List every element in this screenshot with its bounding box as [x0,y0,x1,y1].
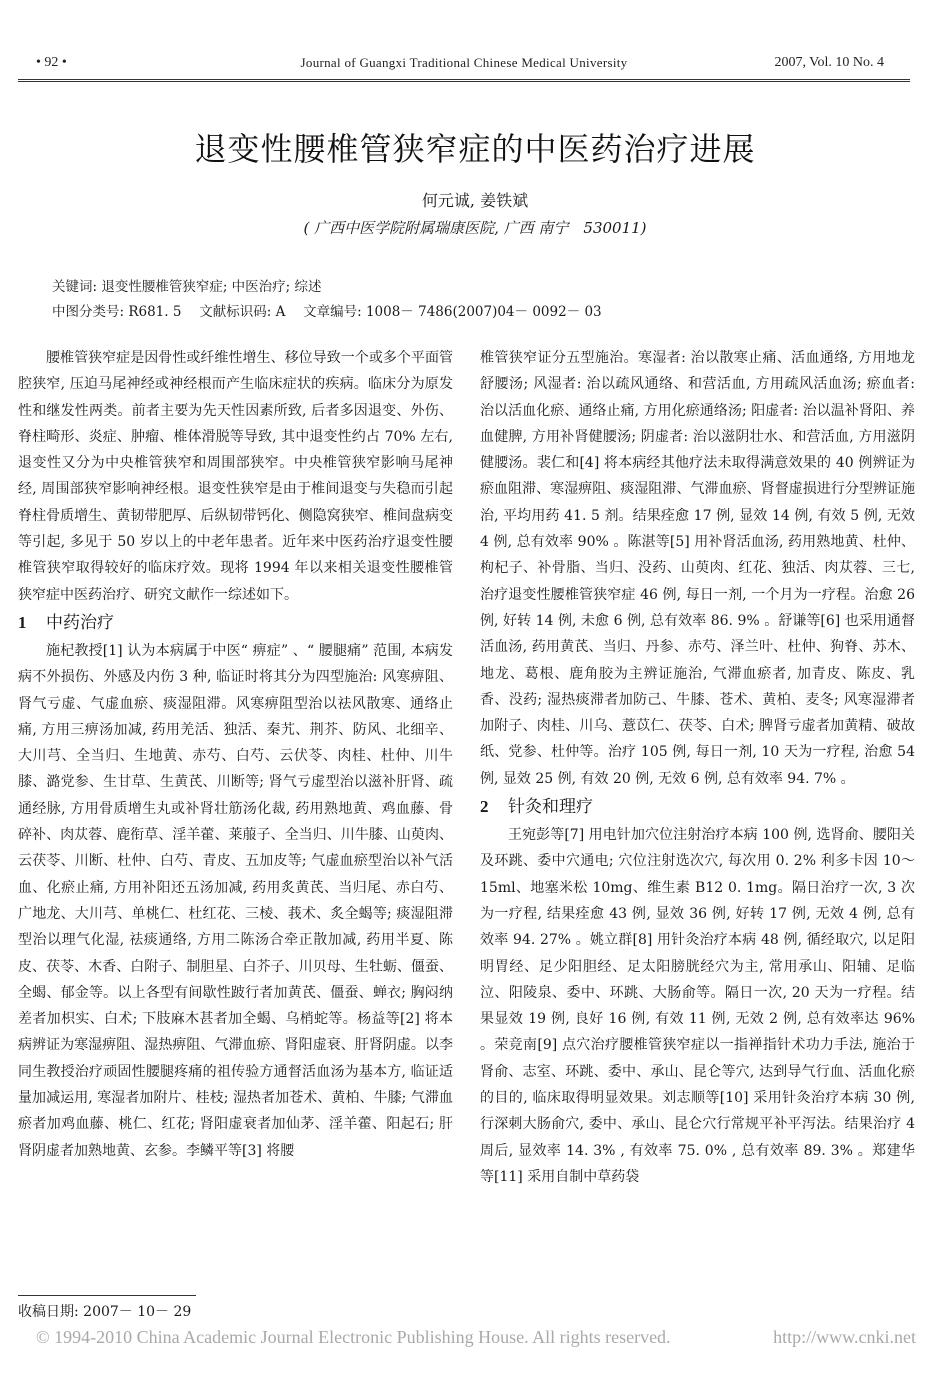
volume-info: 2007, Vol. 10 No. 4 [774,55,884,70]
section-number: 1 [18,612,27,632]
copyright-footer [36,1327,916,1348]
journal-name: Journal of Guangxi Traditional Chinese Medical University [300,55,628,70]
intro-paragraph: 腰椎管狭窄症是因骨性或纤维性增生、移位导致一个或多个平面管腔狭窄, 压迫马尾神经或神经根而产生临床症状的疾病。临床分为原发性和继发性两类。前者主要为先天性因素所致, 后者多因退变、外伤、脊柱畸形、炎症、肿瘤、椎体滑脱等导致, 其中退变性约占 70% 左右, 退变性又分为中央椎管狭窄和周围部狭窄。中央椎管狭窄影响马尾神经, 周围部狭窄影响神经根。退变性狭窄是由于椎间退变与失稳而引起脊柱骨质增生、黄韧带肥厚、后纵韧带钙化、侧隐窝狭窄、椎间盘病变等引起, 多见于 50 岁以上的中老年患者。近年来中医药治疗退变性腰椎管狭窄取得较好的临床疗效。现将 1994 年以来相关退变性腰椎管狭窄症中医药治疗、研究文献作一综述如下。 [18,350,453,603]
continued-paragraph: 椎管狭窄证分五型施治。寒湿者: 治以散寒止痛、活血通络, 方用地龙舒腰汤; 风湿者: 治以疏风通络、和营活血, 方用疏风活血汤; 瘀血者: 治以活血化瘀、通络止痛, 方用化瘀通络汤; 阳虚者: 治以温补肾阳、养血健脾, 方用补肾健腰汤; 阴虚者: 治以滋阴壮水、和营活血, 方用滋阴健腰汤。裴仁和[4] 将本病经其他疗法未取得满意效果的 40 例辨证为瘀血阻滞、寒湿痹阻、痰湿阻滞、气滞血瘀、肾督虚损进行分型辨证施治, 平均用药 41. 5 剂。结果痊愈 17 例, 显效 14 例, 有效 5 例, 无效 4 例, 总有效率 90% 。陈湛等[5] 用补肾活血汤, 药用熟地黄、杜仲、枸杞子、补骨脂、当归、没药、山萸肉、红花、独活、肉苁蓉、三七, 治疗退变性腰椎管狭窄症 46 例, 每日一剂, 一个月为一疗程。治愈 26 例, 好转 14 例, 未愈 6 例, 总有效率 86. 9% 。舒谦等[6] 也采用通督活血汤, 药用黄芪、当归、丹参、赤芍、泽兰叶、杜仲、狗脊、苏木、地龙、葛根、鹿角胶为主辨证施治, 气滞血瘀者, 加青皮、陈皮、乳香、没药; 湿热痰滞者加防己、牛膝、苍术、黄柏、麦冬; 风寒湿滞者加附子、肉桂、川乌、薏苡仁、茯苓、白术; 脾肾亏虚者加黄精、破故纸、党参、杜仲等。治疗 105 例, 每日一剂, 10 天为一疗程, 治愈 54 例, 显效 25 例, 有效 20 例, 无效 6 例, 总有效率 94. 7% 。 [480,350,915,787]
section-title: 中药治疗 [46,612,114,633]
author-list: 何元诚, 姜铁斌 [421,191,529,210]
right-column [480,345,915,1190]
affiliation: ( 广西中医学院附属瑞康医院, 广西 南宁 530011) [303,219,647,237]
section1-paragraph: 施杞教授[1] 认为本病属于中医“ 痹症” 、“ 腰腿痛” 范围, 本病发病不外损伤、外感及内伤 3 种, 临证时将其分为四型施治: 风寒痹阻、肾气亏虚、气虚血瘀、痰湿阻滞。风寒痹阻型治以祛风散寒、通络止痛, 方用三痹汤加减, 药用羌活、独活、秦艽、荆芥、防风、北细辛、大川芎、全当归、生地黄、赤芍、白芍、云伏苓、肉桂、杜仲、川牛膝、潞党参、生甘草、生黄芪、川断等; 肾气亏虚型治以滋补肝肾、疏通经脉, 方用骨质增生丸或补肾壮筋汤化裁, 药用熟地黄、鸡血藤、骨碎补、肉苁蓉、鹿衔草、淫羊藿、莱菔子、全当归、川牛膝、山萸肉、云茯苓、川断、杜仲、白芍、青皮、五加皮等; 气虚血瘀型治以补气活血、化瘀止痛, 方用补阳还五汤加减, 药用炙黄芪、当归尾、赤白芍、广地龙、大川芎、单桃仁、杜红花、三棱、莪术、炙全蝎等; 痰湿阻滞型治以理气化湿, 祛痰通络, 方用二陈汤合牵正散加减, 药用半夏、陈皮、茯苓、木香、白附子、制胆星、白芥子、川贝母、生牡蛎、僵蚕、全蝎、郁金等。以上各型有间歇性跛行者加黄芪、僵蚕、蝉衣; 胸闷纳差者加枳实、白术; 下肢麻木甚者加全蝎、乌梢蛇等。杨益等[2] 将本病辨证为寒湿痹阻、湿热痹阻、气滞血瘀、肾阳虚衰、肝肾阴虚。以李同生教授治疗顽固性腰腿疼痛的祖传验方通督活血汤为基本方, 临证适量加减运用, 寒湿者加附片、桂枝; 湿热者加苍术、黄柏、牛膝; 气滞血瘀者加鸡血藤、桃仁、红花; 肾阳虚衰者加仙茅、淫羊藿、阳起石; 肝肾阴虚者加熟地黄、玄参。李鳞平等[3] 将腰 [18,642,453,1159]
section-title: 针灸和理疗 [508,797,593,818]
classification-line: 中图分类号: R681. 5 文献标识码: A 文章编号: 1008－ 7486(2007)04－ 0092－ 03 [52,304,602,320]
copyright-text: © 1994-2010 China Academic Journal Electronic Publishing House. All rights reserved. [36,1327,671,1347]
section2-paragraph: 王宛彭等[7] 用电针加穴位注射治疗本病 100 例, 选肾俞、腰阳关及环跳、委中穴通电; 穴位注射选次穴, 每次用 0. 2% 利多卡因 10～ 15ml、地塞米松 10mg、维生素 B12 0. 1mg。隔日治疗一次, 3 次为一疗程, 结果痊愈 43 例, 显效 36 例, 好转 17 例, 无效 4 例, 总有效率 94. 27% 。姚立群[8] 用针灸治疗本病 48 例, 循经取穴, 以足阳明胃经、足少阳胆经、足太阳膀胱经穴为主, 常用承山、阳辅、足临泣、阳陵泉、委中、环跳、大肠俞等。隔日一次, 20 天为一疗程。结果显效 19 例, 良好 16 例, 有效 11 例, 无效 2 例, 总有效率达 96% 。荣竞南[9] 点穴治疗腰椎管狭窄症以一指禅指针术功力手法, 施治于肾俞、志室、环跳、委中、承山、昆仑等穴, 达到导气行血、活血化瘀的目的, 临床取得明显效果。刘志顺等[10] 采用针灸治疗本病 30 例, 行深刺大肠俞穴, 委中、承山、昆仑穴行常规平补平泻法。结果治疗 4 周后, 显效率 14. 3% , 有效率 75. 0% , 总有效率 89. 3% 。郑建华等[11] 采用自制中草药袋 [480,827,915,1185]
article-title: 退变性腰椎管狭窄症的中医药治疗进展 [194,130,756,168]
section-number: 2 [480,797,489,817]
left-column [18,345,453,1164]
section-heading-2 [480,792,915,822]
keywords: 关键词: 退变性腰椎管狭窄症; 中医治疗; 综述 [52,279,322,295]
cnki-link[interactable]: http://www.cnki.net [773,1327,916,1347]
page-number: • 92 • [36,55,67,70]
footnote-rule [18,1295,196,1296]
section-heading-1 [18,608,453,638]
received-date: 收稿日期: 2007－ 10－ 29 [18,1304,192,1320]
header-rule [18,79,910,82]
running-header [18,55,910,81]
